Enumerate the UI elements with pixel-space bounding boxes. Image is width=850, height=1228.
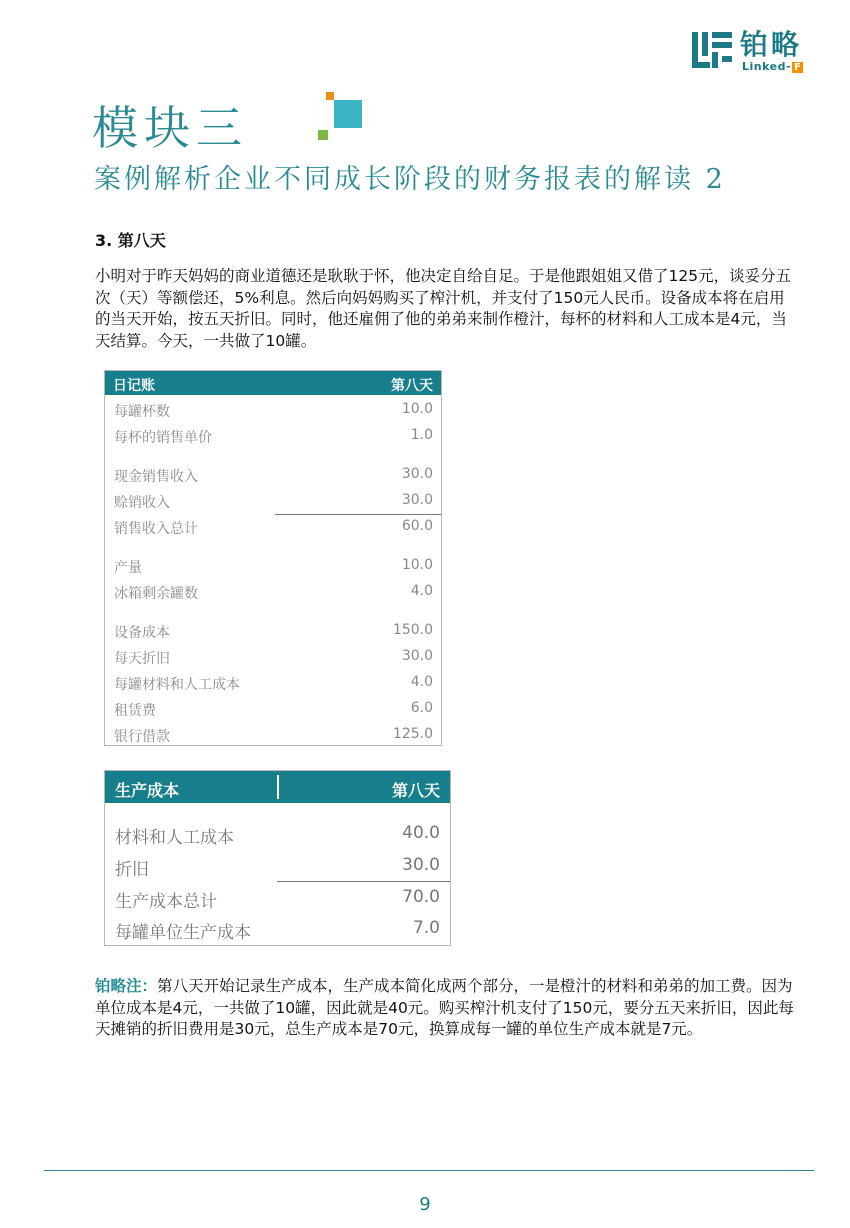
ledger-table-header — [105, 371, 441, 395]
cost-header-label: 生产成本 — [115, 781, 180, 800]
row-value: 70.0 — [402, 887, 440, 907]
row-label: 设备成本 — [114, 625, 170, 641]
row-label: 产量 — [114, 560, 142, 576]
decor-square-green — [318, 130, 328, 140]
brand-logo-mark-icon — [692, 32, 732, 68]
table-row — [105, 488, 441, 514]
row-value: 150.0 — [392, 622, 433, 638]
note-paragraph — [95, 976, 795, 1041]
note-text: 第八天开始记录生产成本，生产成本简化成两个部分，一是橙汁的材料和弟弟的加工费。因为单位成本是4元，一共做了10罐，因此就是40元。购买榨汁机支付了150元，要分五天来折旧，因此每天摊销的折旧费用是30元，总生产成本是70元，换算成每一罐的单位生产成本就是7元。 — [95, 977, 794, 1038]
row-label: 每罐单位生产成本 — [115, 923, 251, 943]
row-value: 1.0 — [410, 427, 433, 443]
table-row — [105, 618, 441, 644]
row-value: 30.0 — [401, 648, 433, 664]
row-label: 销售收入总计 — [114, 521, 198, 537]
table-row — [105, 819, 450, 849]
decor-square-teal — [334, 100, 362, 128]
ledger-header-column: 第八天 — [391, 378, 433, 394]
footer-divider — [44, 1170, 814, 1171]
table-row — [105, 397, 441, 423]
brand-name-en — [742, 60, 803, 73]
table-row — [105, 670, 441, 696]
module-title: 模块三 — [92, 101, 248, 155]
subtotal-rule — [277, 881, 450, 882]
row-value: 4.0 — [410, 674, 433, 690]
row-value: 125.0 — [392, 726, 433, 742]
row-label: 生产成本总计 — [115, 892, 217, 912]
row-value: 40.0 — [402, 823, 440, 843]
row-label: 赊销收入 — [114, 495, 170, 511]
table-row — [105, 579, 441, 605]
row-value: 7.0 — [412, 918, 440, 938]
decor-square-orange — [326, 92, 334, 100]
page-number: 9 — [419, 1194, 431, 1215]
brand-name-en-text: Linked- — [742, 60, 792, 73]
table-row — [105, 423, 441, 449]
brand-name-en-suffix: F — [794, 62, 802, 73]
cost-header-column: 第八天 — [391, 781, 440, 800]
row-value: 30.0 — [401, 492, 433, 508]
row-value: 60.0 — [401, 518, 433, 534]
table-row — [105, 851, 450, 881]
table-row — [105, 514, 441, 540]
row-label: 租赁费 — [114, 703, 156, 719]
row-label: 折旧 — [115, 860, 149, 880]
row-label: 每罐材料和人工成本 — [114, 677, 240, 693]
module-subtitle: 案例解析企业不同成长阶段的财务报表的解读 2 — [94, 164, 726, 195]
table-row — [105, 696, 441, 722]
table-row — [105, 553, 441, 579]
row-value: 10.0 — [401, 401, 433, 417]
row-value: 30.0 — [402, 855, 440, 875]
row-label: 每天折旧 — [114, 651, 170, 667]
section-heading: 3. 第八天 — [95, 231, 166, 250]
row-value: 6.0 — [410, 700, 433, 716]
row-value: 4.0 — [410, 583, 433, 599]
table-row — [105, 462, 441, 488]
row-value: 30.0 — [401, 466, 433, 482]
intro-paragraph: 小明对于昨天妈妈的商业道德还是耿耿于怀，他决定自给自足。于是他跟姐姐又借了125元，谈妥分五次（天）等额偿还，5%利息。然后向妈妈购买了榨汁机，并支付了150元人民币。设备成本将在启用的当天开始，按五天折旧。同时，他还雇佣了他的弟弟来制作橙汁，每杯的材料和人工成本是4元，当天结算。今天，一共做了10罐。 — [95, 267, 792, 350]
note-label: 铂略注： — [95, 977, 158, 995]
header-divider — [277, 775, 279, 799]
brand-name-cn: 铂略 — [740, 28, 803, 61]
row-label: 每罐杯数 — [114, 404, 170, 420]
ledger-table — [104, 370, 442, 746]
table-row — [105, 883, 450, 913]
table-row — [105, 722, 441, 748]
ledger-header-label: 日记账 — [113, 378, 155, 394]
row-label: 现金销售收入 — [114, 469, 198, 485]
production-cost-table — [104, 770, 451, 946]
row-label: 银行借款 — [114, 729, 170, 745]
row-label: 材料和人工成本 — [115, 828, 234, 848]
row-label: 每杯的销售单价 — [114, 430, 212, 446]
cost-table-header — [105, 771, 450, 803]
table-row — [105, 644, 441, 670]
row-label: 冰箱剩余罐数 — [114, 586, 198, 602]
table-row — [105, 914, 450, 944]
row-value: 10.0 — [401, 557, 433, 573]
